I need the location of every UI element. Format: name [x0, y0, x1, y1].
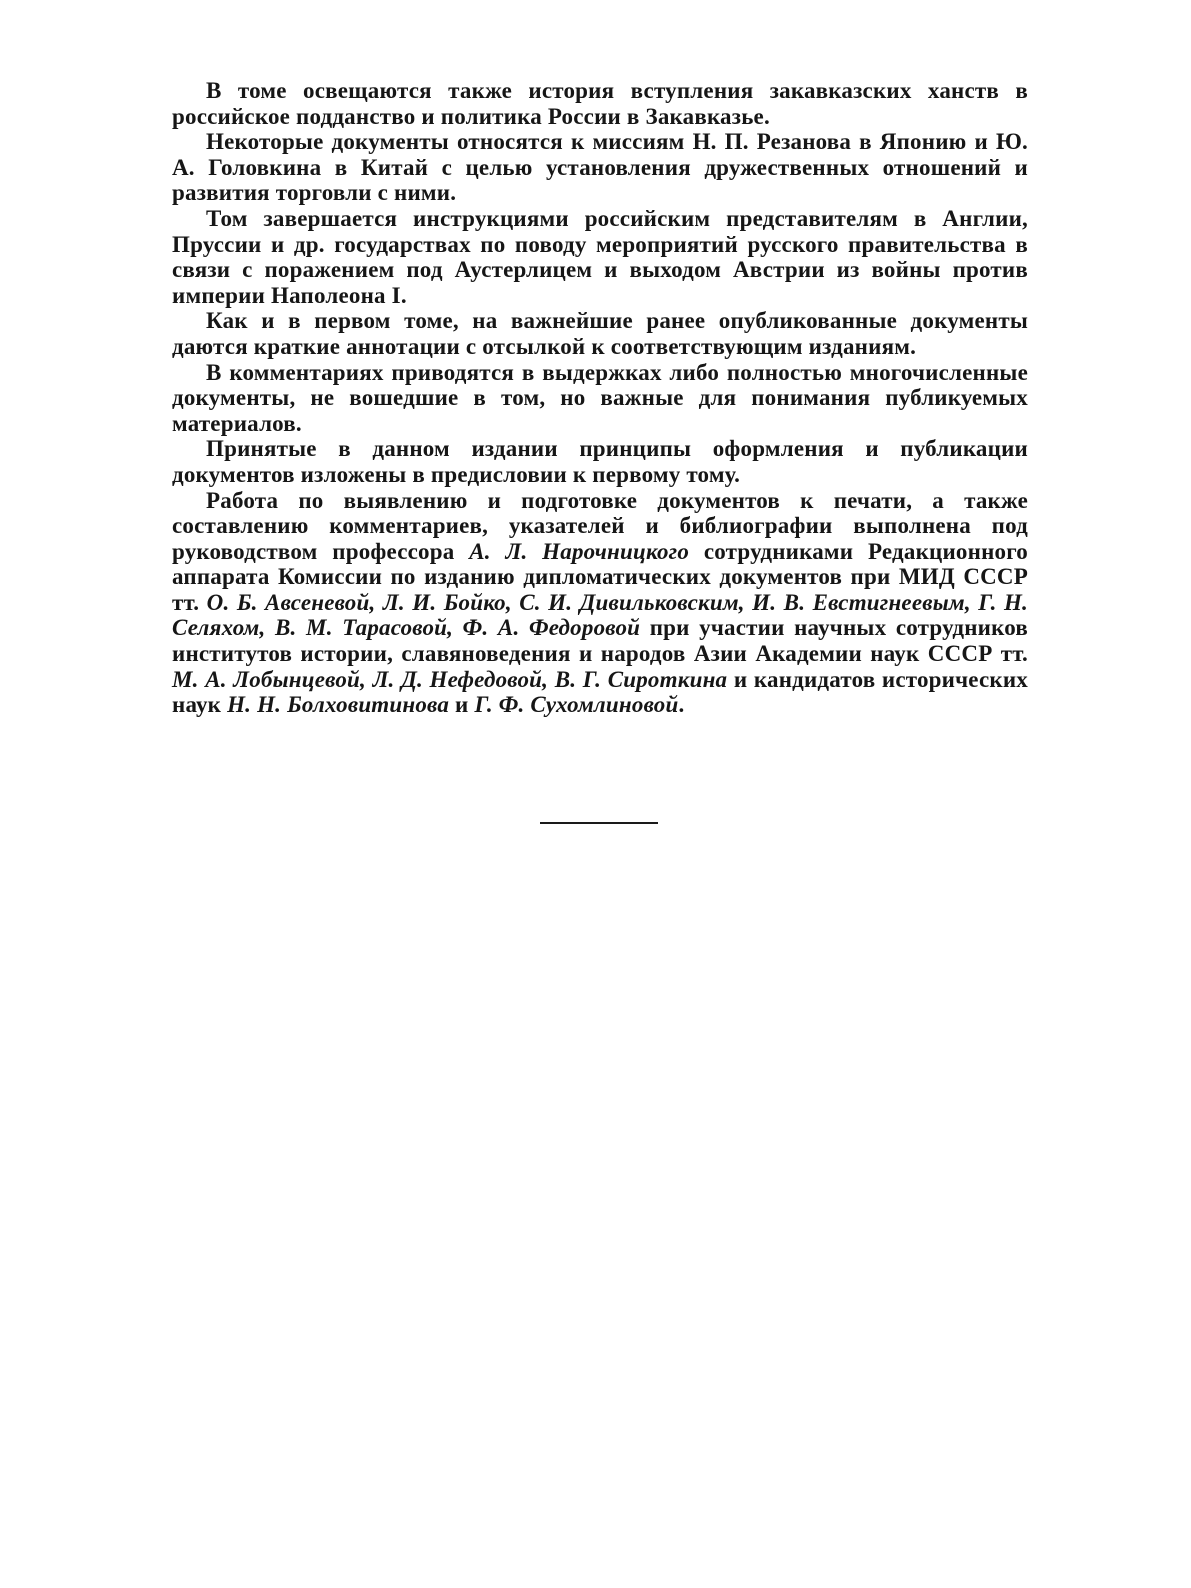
section-divider: [540, 822, 658, 824]
paragraph: [172, 436, 1028, 487]
paragraph-text: .: [678, 692, 685, 718]
paragraph: [172, 78, 1028, 129]
candidate-name: Г. Ф. Сухомлиновой: [474, 692, 679, 718]
paragraph-text: В комментариях приводятся в выдержках либо полностью многочисленные документы, не вошедшие в том, но важные для понимания публикуемых материалов.: [172, 359, 1028, 436]
paragraph-text: Как и в первом томе, на важнейшие ранее опубликованные документы даются краткие аннотации с отсылкой к соответствующим изданиям.: [172, 308, 1028, 359]
paragraph-text: Некоторые документы относятся к миссиям Н. П. Резанова в Японию и Ю. А. Головкина в Китай с целью установления дружественных отношений и развития торговли с ними.: [172, 129, 1028, 206]
paragraph: [172, 206, 1028, 308]
paragraph-text: Принятые в данном издании принципы оформления и публикации документов изложены в предисловии к первому тому.: [172, 436, 1028, 487]
paragraph-text: Работа по выявлению и подготовке документов к печати, а также составлению комментариев, указателей и библиографии выполнена под руководством профессора: [172, 487, 1028, 564]
paragraph-text: В томе освещаются также история вступления закавказских ханств в российское подданство и политика России в Закавказье.: [172, 78, 1028, 129]
staff-names: О. Б. Авсеневой, Л. И. Бойко, С. И. Дивильковским, И. В. Евстигнеевым, Г. Н. Селяхом, В. М. Тарасовой, Ф. А. Федоровой: [172, 589, 1028, 641]
paragraph-text: при участии научных сотрудников институтов истории, славяноведения и народов Азии Академии наук СССР тт.: [172, 615, 1028, 667]
paragraph-text: Том завершается инструкциями российским представителям в Англии, Пруссии и др. государствах по поводу мероприятий русского правительства в связи с поражением под Аустерлицем и выходом Австрии из войны против империи Наполеона I.: [172, 205, 1028, 308]
candidate-name: Н. Н. Болховитинова: [227, 692, 450, 718]
paragraph-contributors: [172, 488, 1028, 718]
paragraph-text: сотрудниками Редакционного аппарата Комиссии по изданию дипломатических документов при МИД СССР тт.: [172, 538, 1028, 615]
paragraph-text: и кандидатов исторических наук: [172, 666, 1028, 718]
paragraph: [172, 129, 1028, 206]
editor-name: А. Л. Нарочницкого: [469, 538, 690, 564]
paragraph-text: и: [449, 692, 475, 718]
paragraph: [172, 308, 1028, 359]
academy-staff-names: М. А. Лобынцевой, Л. Д. Нефедовой, В. Г. Сироткина: [172, 666, 728, 692]
paragraph: [172, 360, 1028, 437]
preface-text: [172, 78, 1028, 718]
